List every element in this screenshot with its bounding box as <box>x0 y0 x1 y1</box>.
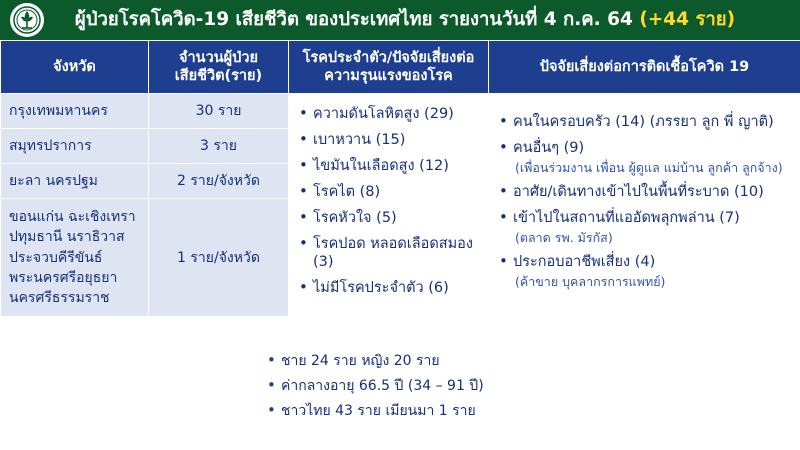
risk-main: ประกอบอาชีพเสี่ยง (4) <box>513 254 656 271</box>
province-line: ประจวบคีรีขันธ์ <box>9 249 103 266</box>
province-line: ขอนแก่น ฉะเชิงเทรา <box>9 209 136 225</box>
list-item: • ชาวไทย 43 ราย เมียนมา 1 ราย <box>265 402 765 420</box>
cell-deaths-3: 2 ราย/จังหวัด <box>149 164 289 199</box>
risk-factor-list <box>497 113 792 290</box>
list-item <box>497 253 792 290</box>
list-item: • โรคหัวใจ (5) <box>297 209 480 228</box>
cell-province-1: กรุงเทพมหานคร <box>1 94 149 129</box>
list-item: • โรคปอด หลอดเลือดสมอง (3) <box>297 235 480 273</box>
list-item <box>497 209 792 246</box>
page-title-highlight: (+44 ราย) <box>639 8 736 30</box>
list-item <box>497 139 792 176</box>
cell-risk-factors <box>489 94 800 317</box>
table-header-row <box>1 41 800 94</box>
list-item: • ไม่มีโรคประจำตัว (6) <box>297 279 480 298</box>
list-item: • โรคไต (8) <box>297 183 480 202</box>
cell-province-4 <box>1 199 149 317</box>
cell-province-2: สมุทรปราการ <box>1 129 149 164</box>
ministry-of-public-health-emblem-icon <box>8 1 46 39</box>
list-item: • ชาย 24 ราย หญิง 20 ราย <box>265 352 765 370</box>
page-title-main: ผู้ป่วยโรคโควิด-19 เสียชีวิต ของประเทศไทย รายงานวันที่ 4 ก.ค. 64 <box>74 8 640 30</box>
deaths-summary-table <box>0 40 800 317</box>
risk-main: คนในครอบครัว (14) (ภรรยา ลูก พี่ ญาติ) <box>513 114 774 131</box>
column-header-deaths <box>149 41 289 94</box>
cell-deaths-1: 30 ราย <box>149 94 289 129</box>
page-title <box>52 10 792 30</box>
column-header-comorbidities-line2: ความรุนแรงของโรค <box>324 68 453 85</box>
footer-notes <box>265 352 765 428</box>
risk-main: คนอื่นๆ (9) <box>513 140 585 157</box>
list-item <box>497 113 792 132</box>
risk-sub: (ตลาด รพ. มัรกัส) <box>515 229 613 245</box>
list-item: • เบาหวาน (15) <box>297 131 480 150</box>
risk-sub: (ค้าขาย บุคลากรการแพทย์) <box>515 273 666 289</box>
column-header-risk-factors: ปัจจัยเสี่ยงต่อการติดเชื้อโควิด 19 <box>489 41 800 94</box>
header-bar <box>0 0 800 40</box>
column-header-deaths-line2: เสียชีวิต(ราย) <box>174 68 263 85</box>
risk-sub: (เพื่อนร่วมงาน เพื่อน ผู้ดูแล แม่บ้าน ลูกค้า ลูกจ้าง) <box>515 159 783 175</box>
cell-province-3: ยะลา นครปฐม <box>1 164 149 199</box>
risk-main: อาศัย/เดินทางเข้าไปในพื้นที่ระบาด (10) <box>513 184 764 201</box>
province-line: พระนครศรีอยุธยา <box>9 269 118 286</box>
cell-deaths-4: 1 ราย/จังหวัด <box>149 199 289 317</box>
list-item: • ค่ากลางอายุ 66.5 ปี (34 – 91 ปี) <box>265 377 765 395</box>
cell-deaths-2: 3 ราย <box>149 129 289 164</box>
cell-comorbidities <box>289 94 489 317</box>
province-line: นครศรีธรรมราช <box>9 290 110 307</box>
table-row <box>1 94 800 129</box>
comorbidity-list <box>297 105 480 298</box>
column-header-province: จังหวัด <box>1 41 149 94</box>
footer-note-list <box>265 352 765 421</box>
list-item <box>497 183 792 202</box>
column-header-comorbidities-line1: โรคประจำตัว/ปัจจัยเสี่ยงต่อ <box>302 50 475 66</box>
list-item: • ไขมันในเลือดสูง (12) <box>297 157 480 176</box>
list-item: • ความดันโลหิตสูง (29) <box>297 105 480 124</box>
column-header-deaths-line1: จำนวนผู้ป่วย <box>179 50 258 66</box>
risk-main: เข้าไปในสถานที่แออัดพลุกพล่าน (7) <box>513 210 740 227</box>
column-header-comorbidities <box>289 41 489 94</box>
province-line: ปทุมธานี นราธิวาส <box>9 229 125 246</box>
